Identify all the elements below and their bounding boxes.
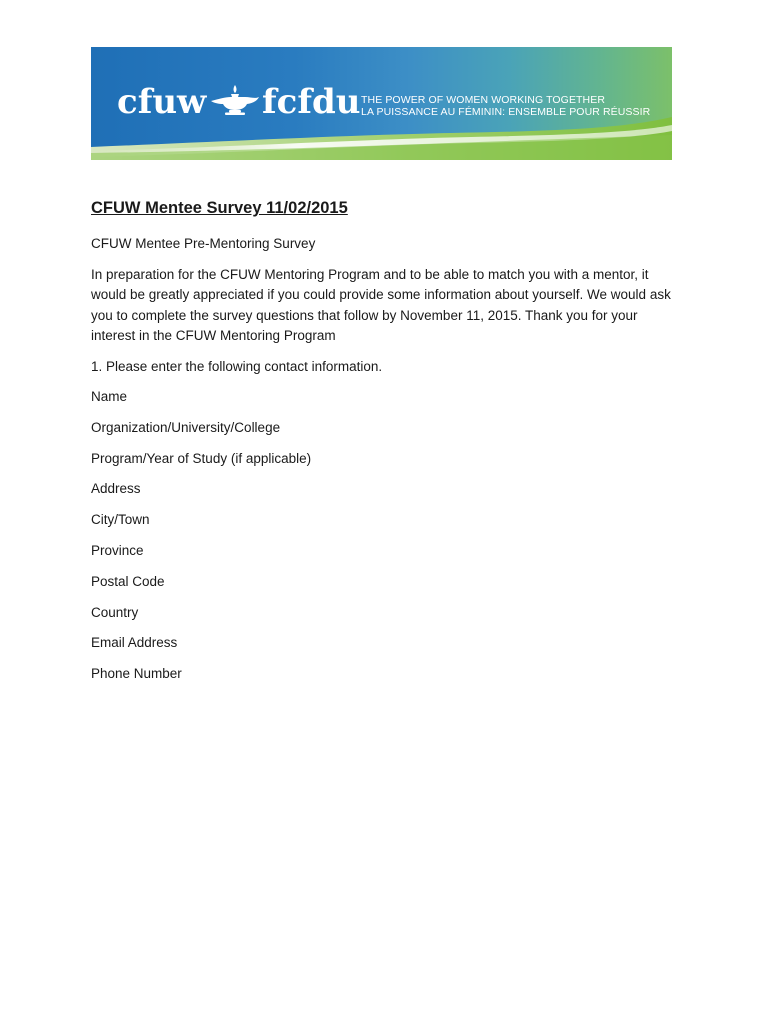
field-label-phone: Phone Number <box>91 666 182 682</box>
field-label-program: Program/Year of Study (if applicable) <box>91 450 312 466</box>
field-label-country: Country <box>91 604 139 620</box>
question-1: 1. Please enter the following contact information. <box>91 358 383 374</box>
cfuw-logo-text: cfuw <box>117 82 207 122</box>
field-label-email: Email Address <box>91 635 178 651</box>
document-body <box>91 196 681 695</box>
field-label-province: Province <box>91 542 144 558</box>
tagline-english: THE POWER OF WOMEN WORKING TOGETHER <box>361 94 606 106</box>
header-banner <box>91 47 672 160</box>
field-label-name: Name <box>91 389 128 404</box>
intro-paragraph: In preparation for the CFUW Mentoring Program and to be able to match you with a mentor, it would be greatly appreciated if you could provide some information about yourself. We would ask you to complete the survey questions that follow by November 11, 2015. Thank you for your interest in the CFUW Mentoring Program <box>91 266 671 343</box>
subtitle: CFUW Mentee Pre-Mentoring Survey <box>91 236 316 251</box>
field-label-city: City/Town <box>91 512 150 528</box>
field-label-address: Address <box>91 481 141 497</box>
page-title: CFUW Mentee Survey 11/02/2015 <box>91 199 348 217</box>
field-label-organization: Organization/University/College <box>91 419 281 435</box>
tagline-french: LA PUISSANCE AU FÉMININ: ENSEMBLE POUR RÉUSSIR <box>361 106 651 118</box>
fcfdu-logo-text: fcfdu <box>262 82 361 122</box>
field-label-postal-code: Postal Code <box>91 573 165 589</box>
lamp-icon <box>205 81 265 117</box>
